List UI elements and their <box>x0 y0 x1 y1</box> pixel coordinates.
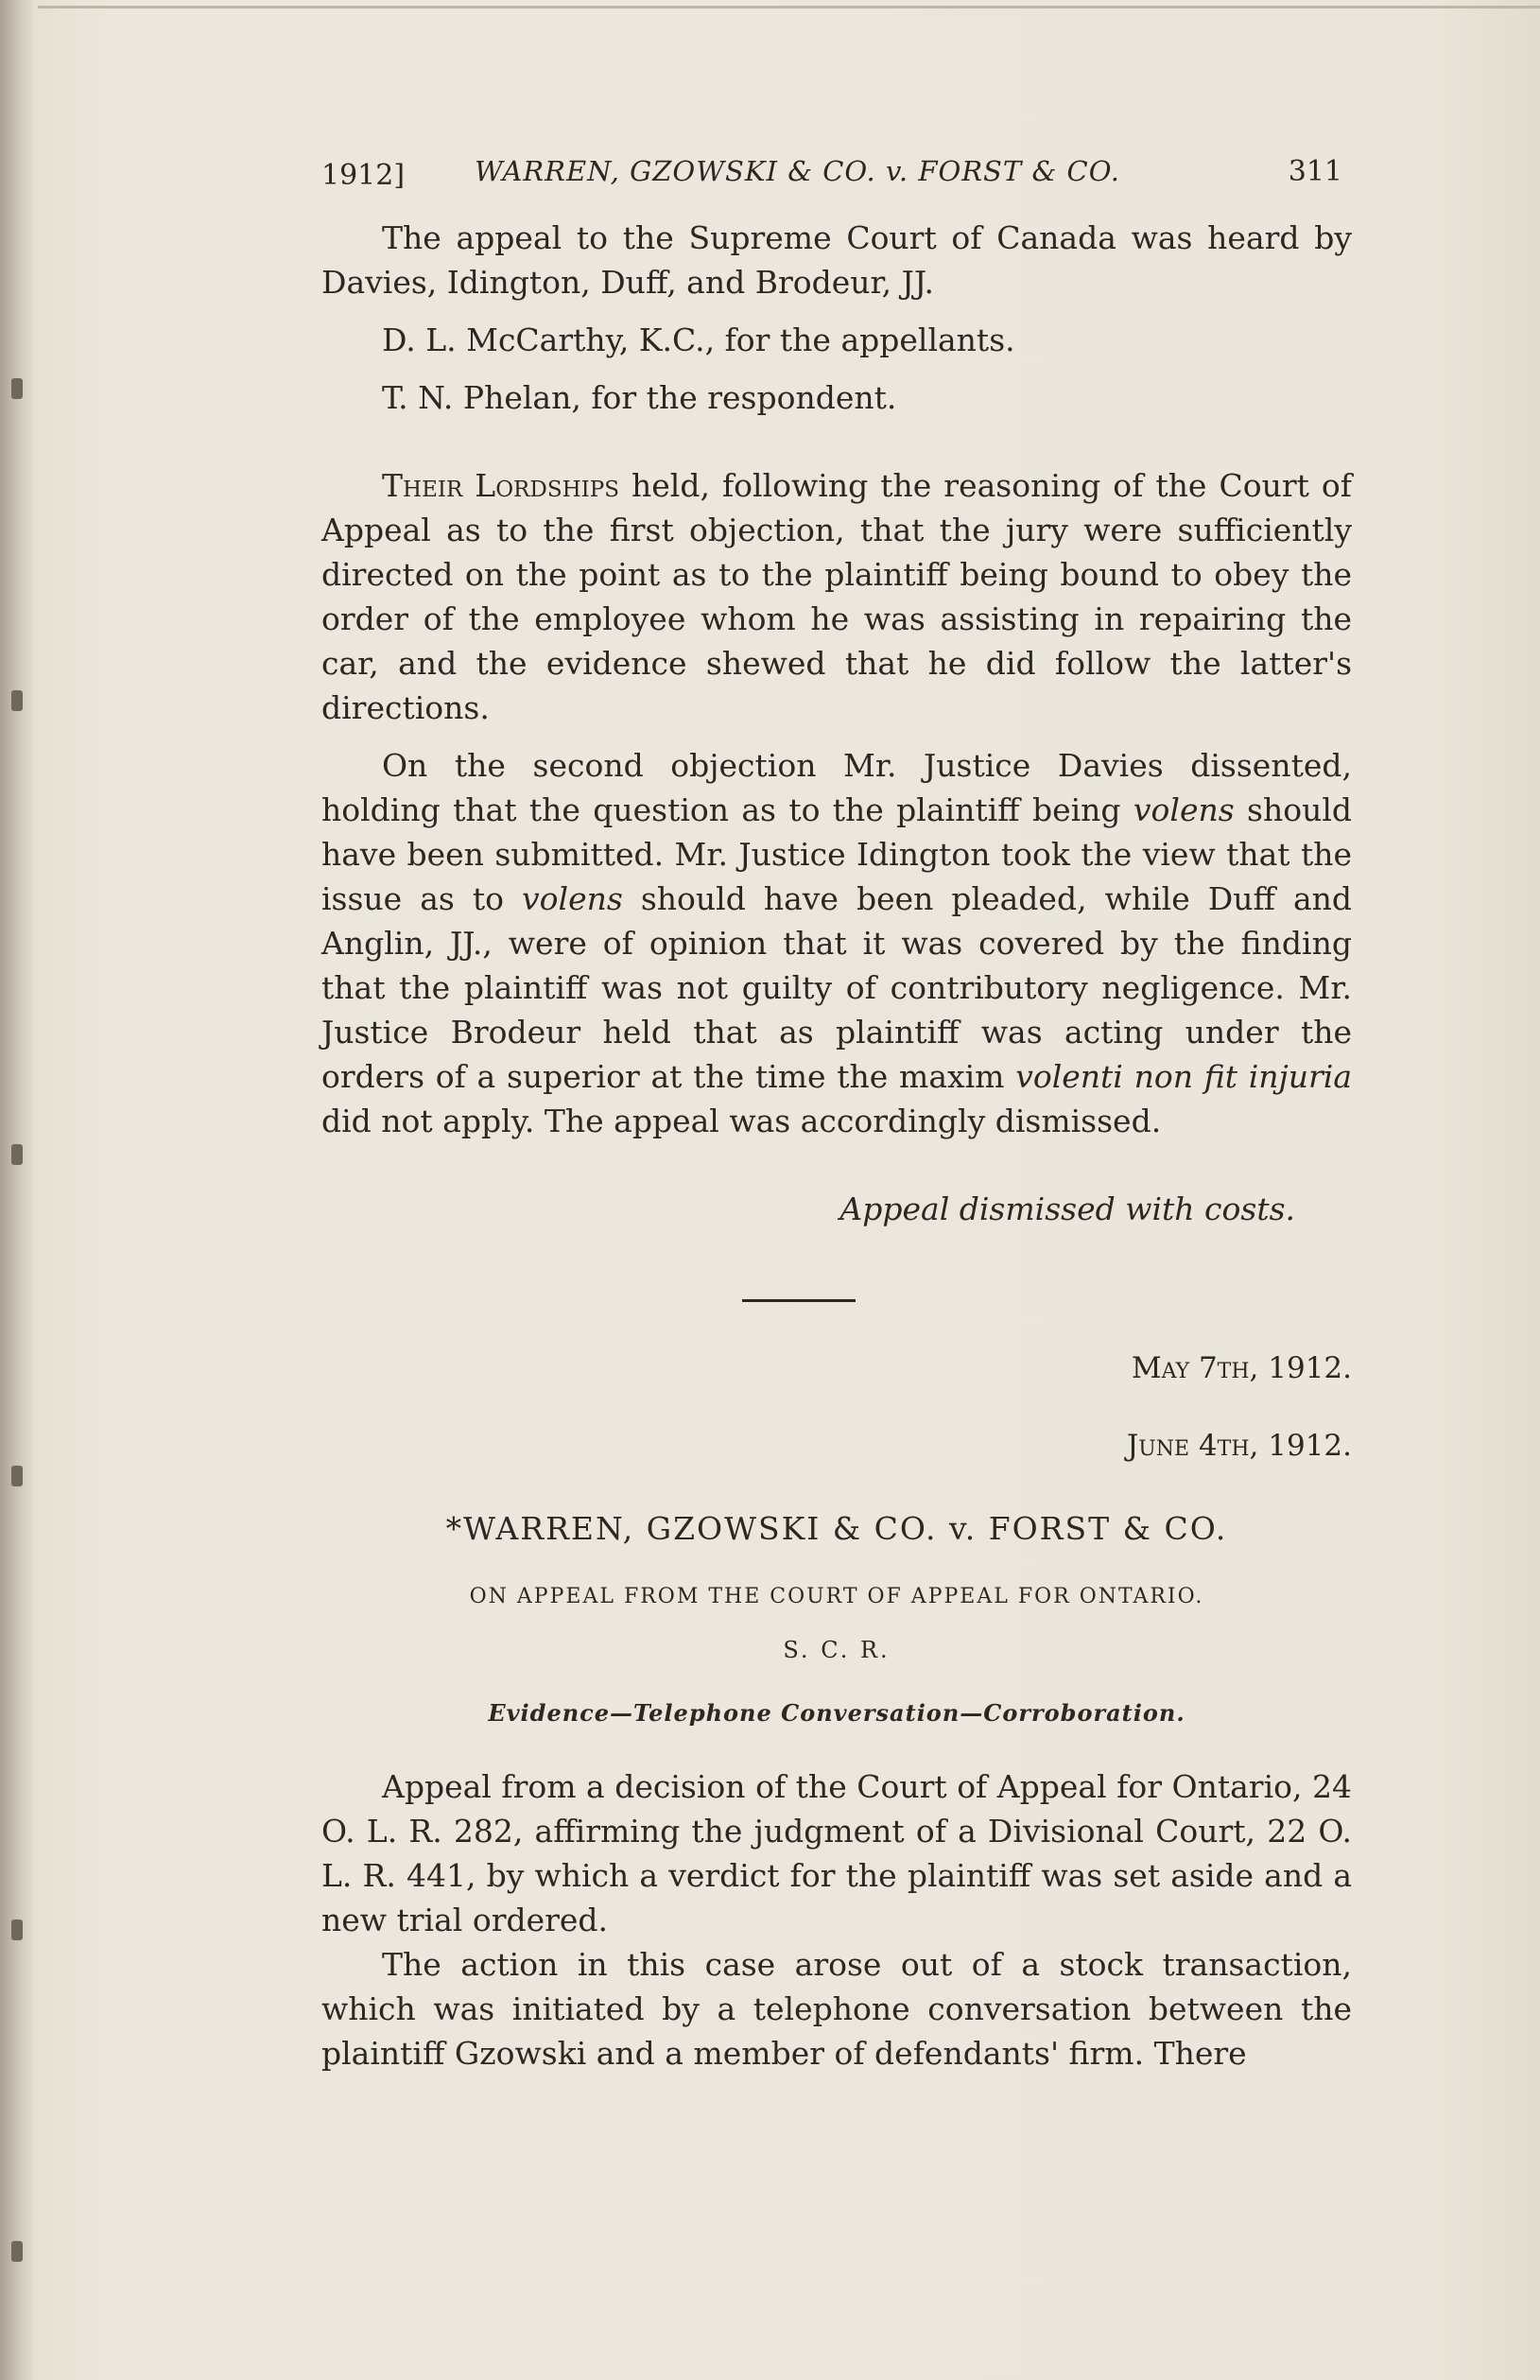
p2-text-b: should have been submitted. Mr. Justice Idington took the view that the issue as to <box>321 791 1353 917</box>
volens-term: volens <box>522 880 623 917</box>
appeal-from: ON APPEAL FROM THE COURT OF APPEAL FOR ONTARIO. <box>469 1585 1204 1608</box>
case-paragraph-1: Appeal from a decision of the Court of Appeal for Ontario, 24 O. L. R. 282, affirming the judgment of a Divisional Court, 22 O. L. R. 441, by which a verdict for the plaintiff was set aside and a new trial ordered. <box>321 1768 1352 1938</box>
heard-by-paragraph: The appeal to the Supreme Court of Canada was heard by Davies, Idington, Duff, and Brodeur, JJ. <box>321 219 1352 301</box>
maxim: volenti non fit injuria <box>1015 1058 1352 1095</box>
binding-mark <box>11 2241 23 2262</box>
binding-mark <box>11 1466 23 1486</box>
case-paragraph-2: The action in this case arose out of a stock transaction, which was initiated by a telephone conversation between the plaintiff Gzowski and a member of defendants' firm. There <box>321 1946 1352 2072</box>
counsel-respondent: T. N. Phelan, for the respondent. <box>382 379 897 416</box>
page-content <box>321 142 1352 2076</box>
p2-text-a: On the second objection Mr. Justice Davies dissented, holding that the question as to the plaintiff being <box>321 747 1352 828</box>
headnote-keywords: Evidence—Telephone Conversation—Corroboration. <box>488 1699 1185 1727</box>
judgment-paragraph-1 <box>321 463 1352 730</box>
volens-term: volens <box>1133 791 1235 828</box>
section-divider <box>742 1299 856 1302</box>
p2-text-c: should have been pleaded, while Duff and Anglin, JJ., were of opinion that it was covered by the finding that the plaintiff was not guilty of contributory negligence. Mr. Justice Brodeur held that as plaintiff was acting under the orders of a superior at the time the maxim <box>321 880 1352 1095</box>
judgment-paragraph-2 <box>321 743 1352 1143</box>
date-argued: May 7th, 1912. <box>1131 1351 1352 1385</box>
page-number: 311 <box>1288 155 1342 188</box>
result-line: Appeal dismissed with costs. <box>839 1190 1295 1227</box>
running-head <box>321 142 1352 199</box>
counsel-appellants: D. L. McCarthy, K.C., for the appellants. <box>382 321 1015 358</box>
date-decided: June 4th, 1912. <box>1126 1429 1352 1463</box>
p2-text-d: did not apply. The appeal was accordingly dismissed. <box>321 1103 1162 1139</box>
binding-mark <box>11 378 23 399</box>
binding-mark <box>11 1920 23 1940</box>
court-designation: S. C. R. <box>783 1637 891 1663</box>
case-title: *WARREN, GZOWSKI & CO. v. FORST & CO. <box>445 1510 1228 1547</box>
running-head-title: WARREN, GZOWSKI & CO. v. FORST & CO. <box>475 155 1120 187</box>
binding-mark <box>11 690 23 711</box>
binding-mark <box>11 1144 23 1165</box>
their-lordships: Their Lordships <box>382 467 619 504</box>
book-spine <box>0 0 32 2380</box>
running-head-year: 1912] <box>321 159 406 192</box>
page-edge <box>38 6 1540 9</box>
judgment-paragraph-1-text: held, following the reasoning of the Court of Appeal as to the first objection, that the jury were sufficiently directed on the point as to the plaintiff being bound to obey the order of the employee whom he was assisting in repairing the car, and the evidence shewed that he did follow the latter's directions. <box>321 467 1352 726</box>
